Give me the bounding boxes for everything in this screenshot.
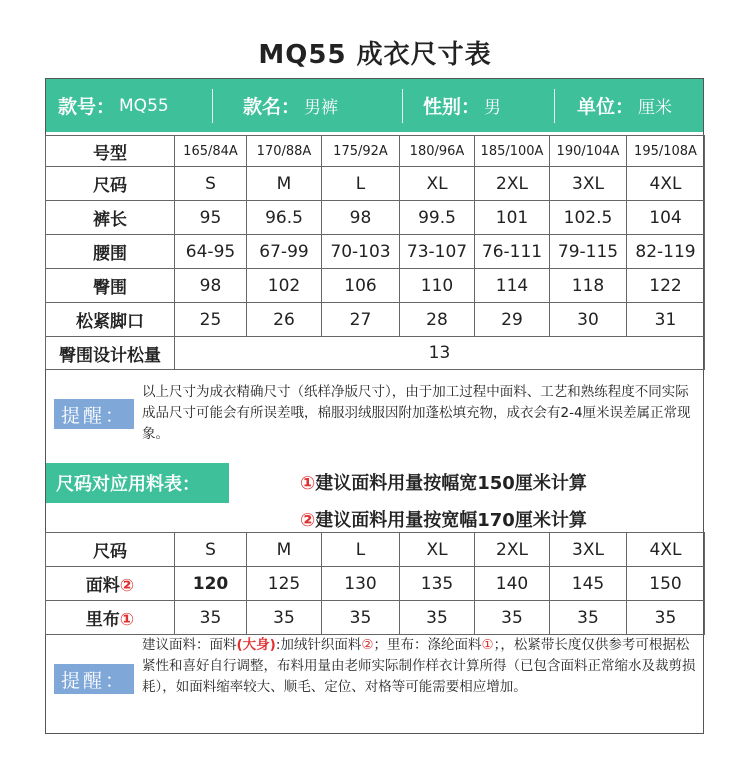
size-cell: 76-111 — [475, 235, 550, 269]
size-cell: 82-119 — [627, 235, 705, 269]
size-cell: 27 — [322, 303, 400, 337]
fabric-row-main — [46, 567, 705, 601]
fabric-label-text: 面料 — [85, 576, 120, 596]
note2-part: ② — [361, 637, 374, 653]
size-cell: 4XL — [627, 167, 705, 201]
row-label: 臀围 — [46, 269, 175, 303]
size-cell: 170/88A — [247, 136, 322, 167]
fabric-cell: 135 — [400, 567, 475, 601]
size-cell: 106 — [322, 269, 400, 303]
ease-value: 13 — [175, 337, 705, 370]
size-cell: 30 — [550, 303, 627, 337]
fabric-cell: 3XL — [550, 533, 627, 567]
size-cell: 195/108A — [627, 136, 705, 167]
fabric-cell: M — [247, 533, 322, 567]
fabric-cell: L — [322, 533, 400, 567]
fabric-cell: 150 — [627, 567, 705, 601]
fabric-row-lining — [46, 601, 705, 635]
name-value: 男裤 — [304, 98, 339, 118]
size-cell: 110 — [400, 269, 475, 303]
size-cell: 114 — [475, 269, 550, 303]
fabric-cell: 4XL — [627, 533, 705, 567]
fabric-cell: 35 — [175, 601, 247, 635]
size-cell: 79-115 — [550, 235, 627, 269]
size-cell: 2XL — [475, 167, 550, 201]
page-title: MQ55 成衣尺寸表 — [258, 40, 492, 70]
size-cell: M — [247, 167, 322, 201]
row-label: 号型 — [46, 136, 175, 167]
fabric-cell: 145 — [550, 567, 627, 601]
unit-label: 单位： — [577, 96, 635, 118]
size-cell: 70-103 — [322, 235, 400, 269]
size-row — [46, 167, 705, 201]
size-cell: 3XL — [550, 167, 627, 201]
fabric-cell: 2XL — [475, 533, 550, 567]
size-cell: 98 — [322, 201, 400, 235]
reminder-text-1: 以上尺寸为成衣精确尺寸（纸样净版尺寸），由于加工过程中面料、工艺和熟练程度不同实际成品尺寸可能会有所误差哦，棉服羽绒服因附加蓬松填充物，成衣会有2-4厘米误差属正常现象。 — [142, 384, 691, 442]
reminder-text-2 — [142, 635, 697, 698]
size-cell: L — [322, 167, 400, 201]
fabric-label-text: 尺码 — [93, 542, 127, 562]
fabric-cell: XL — [400, 533, 475, 567]
reminder-tag-2: 提醒： — [54, 664, 134, 694]
ease-row — [46, 337, 705, 370]
fabric-cell: 35 — [247, 601, 322, 635]
fabric-table — [45, 532, 705, 635]
size-cell: 25 — [175, 303, 247, 337]
fabric-row-label — [46, 567, 175, 601]
size-row — [46, 201, 705, 235]
fabric-note-2-text: 建议面料用量按宽幅170厘米计算 — [315, 510, 587, 531]
size-cell: 165/84A — [175, 136, 247, 167]
gender-label: 性别： — [423, 96, 481, 118]
fabric-cell: 120 — [175, 567, 247, 601]
size-cell: 122 — [627, 269, 705, 303]
row-label: 裤长 — [46, 201, 175, 235]
row-label: 尺码 — [46, 167, 175, 201]
fabric-note-1-text: 建议面料用量按幅宽150厘米计算 — [315, 473, 587, 494]
circle-2-mark: ② — [300, 510, 316, 531]
size-row — [46, 136, 705, 167]
size-cell: XL — [400, 167, 475, 201]
fabric-cell: 35 — [475, 601, 550, 635]
note2-part: ；，松紧带长度仅供参考可根据松紧性和喜好自行调整，布料用量由老师实际制作样衣计算所得（已包含面料正常缩水及裁剪损耗），如面料缩率较大、顺毛、定位、对格等可能需要相应增加。 — [142, 637, 696, 695]
note2-part: ；里布：涤纶面料 — [373, 637, 482, 653]
size-cell: 29 — [475, 303, 550, 337]
circle-1-mark: ① — [300, 473, 316, 494]
style-name — [213, 89, 403, 123]
note2-part: 建议面料：面料 — [142, 637, 237, 653]
fabric-row-label — [46, 601, 175, 635]
size-row — [46, 269, 705, 303]
unit-value: 厘米 — [638, 98, 673, 118]
circle-mark: ① — [119, 610, 135, 630]
size-cell: 98 — [175, 269, 247, 303]
size-cell: 102 — [247, 269, 322, 303]
gender-value: 男 — [484, 98, 502, 118]
fabric-cell: 35 — [627, 601, 705, 635]
ease-label: 臀围设计松量 — [46, 337, 175, 370]
size-cell: 101 — [475, 201, 550, 235]
size-cell: 104 — [627, 201, 705, 235]
size-cell: 99.5 — [400, 201, 475, 235]
fabric-note-2 — [300, 506, 587, 532]
info-band — [46, 79, 703, 132]
fabric-cell: 130 — [322, 567, 400, 601]
size-cell: 102.5 — [550, 201, 627, 235]
unit — [555, 89, 703, 123]
size-cell: 67-99 — [247, 235, 322, 269]
row-label: 腰围 — [46, 235, 175, 269]
fabric-cell: 35 — [322, 601, 400, 635]
size-cell: 28 — [400, 303, 475, 337]
note2-part: ① — [481, 637, 494, 653]
size-cell: 96.5 — [247, 201, 322, 235]
size-cell: 64-95 — [175, 235, 247, 269]
note2-part: :加绒针织面料 — [275, 637, 362, 653]
size-row — [46, 303, 705, 337]
fabric-row-header — [46, 533, 705, 567]
note2-part: (大身) — [236, 637, 276, 653]
fabric-label-text: 里布 — [85, 610, 120, 630]
style-no — [46, 89, 213, 123]
size-cell: 31 — [627, 303, 705, 337]
row-label: 松紧脚口 — [46, 303, 175, 337]
size-cell: 73-107 — [400, 235, 475, 269]
size-cell: S — [175, 167, 247, 201]
size-table — [45, 135, 705, 370]
fabric-cell: 35 — [550, 601, 627, 635]
style-value: MQ55 — [119, 95, 169, 116]
size-cell: 185/100A — [475, 136, 550, 167]
gender — [403, 89, 555, 123]
fabric-cell: 140 — [475, 567, 550, 601]
fabric-cell: 125 — [247, 567, 322, 601]
fabric-row-label — [46, 533, 175, 567]
size-cell: 190/104A — [550, 136, 627, 167]
fabric-cell: 35 — [400, 601, 475, 635]
size-cell: 95 — [175, 201, 247, 235]
fabric-note-1 — [300, 469, 587, 495]
size-cell: 26 — [247, 303, 322, 337]
fabric-cell: S — [175, 533, 247, 567]
name-label: 款名： — [243, 96, 301, 118]
size-chart-box — [45, 78, 704, 734]
size-cell: 175/92A — [322, 136, 400, 167]
style-label: 款号： — [58, 96, 116, 118]
circle-mark: ② — [119, 576, 135, 596]
fabric-table-banner: 尺码对应用料表： — [46, 463, 229, 503]
size-cell: 180/96A — [400, 136, 475, 167]
size-cell: 118 — [550, 269, 627, 303]
size-row — [46, 235, 705, 269]
reminder-tag-1: 提醒： — [54, 399, 134, 429]
